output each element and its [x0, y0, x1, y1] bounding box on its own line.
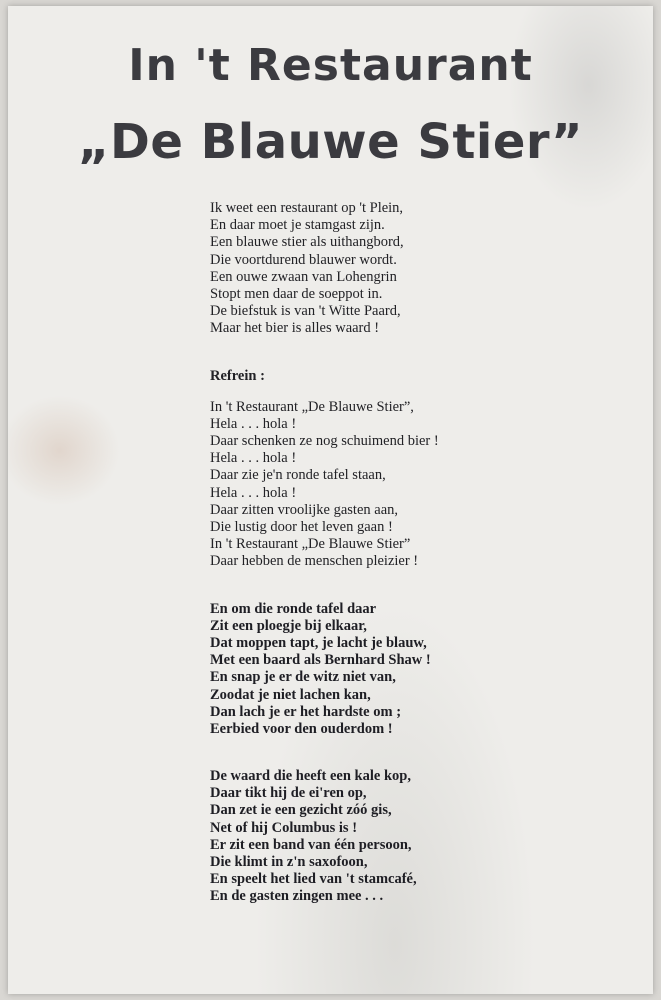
song-title-line-1: In 't Restaurant — [128, 40, 533, 91]
verse-line: Dan zet ie een gezicht zóó gis, — [210, 802, 392, 819]
verse-line: En speelt het lied van 't stamcafé, — [210, 871, 417, 888]
verse-line: Zoodat je niet lachen kan, — [210, 686, 371, 703]
refrain-line: Hela . . . hola ! — [210, 415, 297, 432]
verse-line: Zit een ploegje bij elkaar, — [210, 617, 367, 634]
verse-line: En snap je er de witz niet van, — [210, 669, 396, 686]
verse-line: Eerbied voor den ouderdom ! — [210, 720, 393, 737]
stanza-gap — [210, 385, 630, 399]
verse-line: Met een baard als Bernhard Shaw ! — [210, 652, 431, 669]
verse-line: Er zit een band van één persoon, — [210, 836, 412, 853]
refrain-line: Daar zie je'n ronde tafel staan, — [210, 467, 386, 484]
refrain-line: Die lustig door het leven gaan ! — [210, 519, 393, 535]
refrain-line: Daar schenken ze nog schuimend bier ! — [210, 433, 439, 450]
verse-3 — [210, 768, 630, 906]
song-title-line-2: „De Blauwe Stier” — [78, 114, 583, 170]
verse-line: En de gasten zingen mee . . . — [210, 888, 384, 905]
verse-line: Die klimt in z'n saxofoon, — [210, 854, 368, 870]
refrain — [210, 399, 630, 571]
verse-1 — [210, 200, 630, 338]
stanza-gap — [210, 571, 630, 601]
verse-line: Die voortdurend blauwer wordt. — [210, 251, 397, 268]
verse-line: Net of hij Columbus is ! — [210, 819, 358, 836]
verse-line: Dan lach je er het hardste om ; — [210, 703, 402, 720]
refrain-label: Refrein : — [210, 367, 265, 384]
stanza-gap — [210, 338, 630, 368]
refrain-line: Daar zitten vroolijke gasten aan, — [210, 501, 399, 518]
verse-line: Ik weet een restaurant op 't Plein, — [210, 200, 404, 216]
refrain-line: Hela . . . hola ! — [210, 450, 297, 467]
verse-line: En daar moet je stamgast zijn. — [210, 217, 385, 234]
verse-line: De waard die heeft een kale kop, — [210, 768, 411, 785]
refrain-line: In 't Restaurant „De Blauwe Stier” — [210, 536, 411, 553]
song-lyrics — [210, 200, 630, 906]
refrain-line: In 't Restaurant „De Blauwe Stier”, — [210, 398, 414, 415]
verse-2 — [210, 601, 630, 739]
verse-line: En om die ronde tafel daar — [210, 600, 377, 617]
refrain-line: Hela . . . hola ! — [210, 484, 297, 501]
verse-line: Een blauwe stier als uithangbord, — [210, 234, 404, 251]
verse-line: Een ouwe zwaan van Lohengrin — [210, 268, 397, 285]
verse-line: Daar tikt hij de ei'ren op, — [210, 785, 367, 802]
refrain-line: Daar hebben de menschen pleizier ! — [210, 553, 419, 570]
verse-line: Maar het bier is alles waard ! — [210, 320, 380, 337]
verse-line: Dat moppen tapt, je lacht je blauw, — [210, 634, 427, 651]
verse-line: Stopt men daar de soeppot in. — [210, 285, 383, 302]
verse-line: De biefstuk is van 't Witte Paard, — [210, 303, 401, 320]
stanza-gap — [210, 738, 630, 768]
